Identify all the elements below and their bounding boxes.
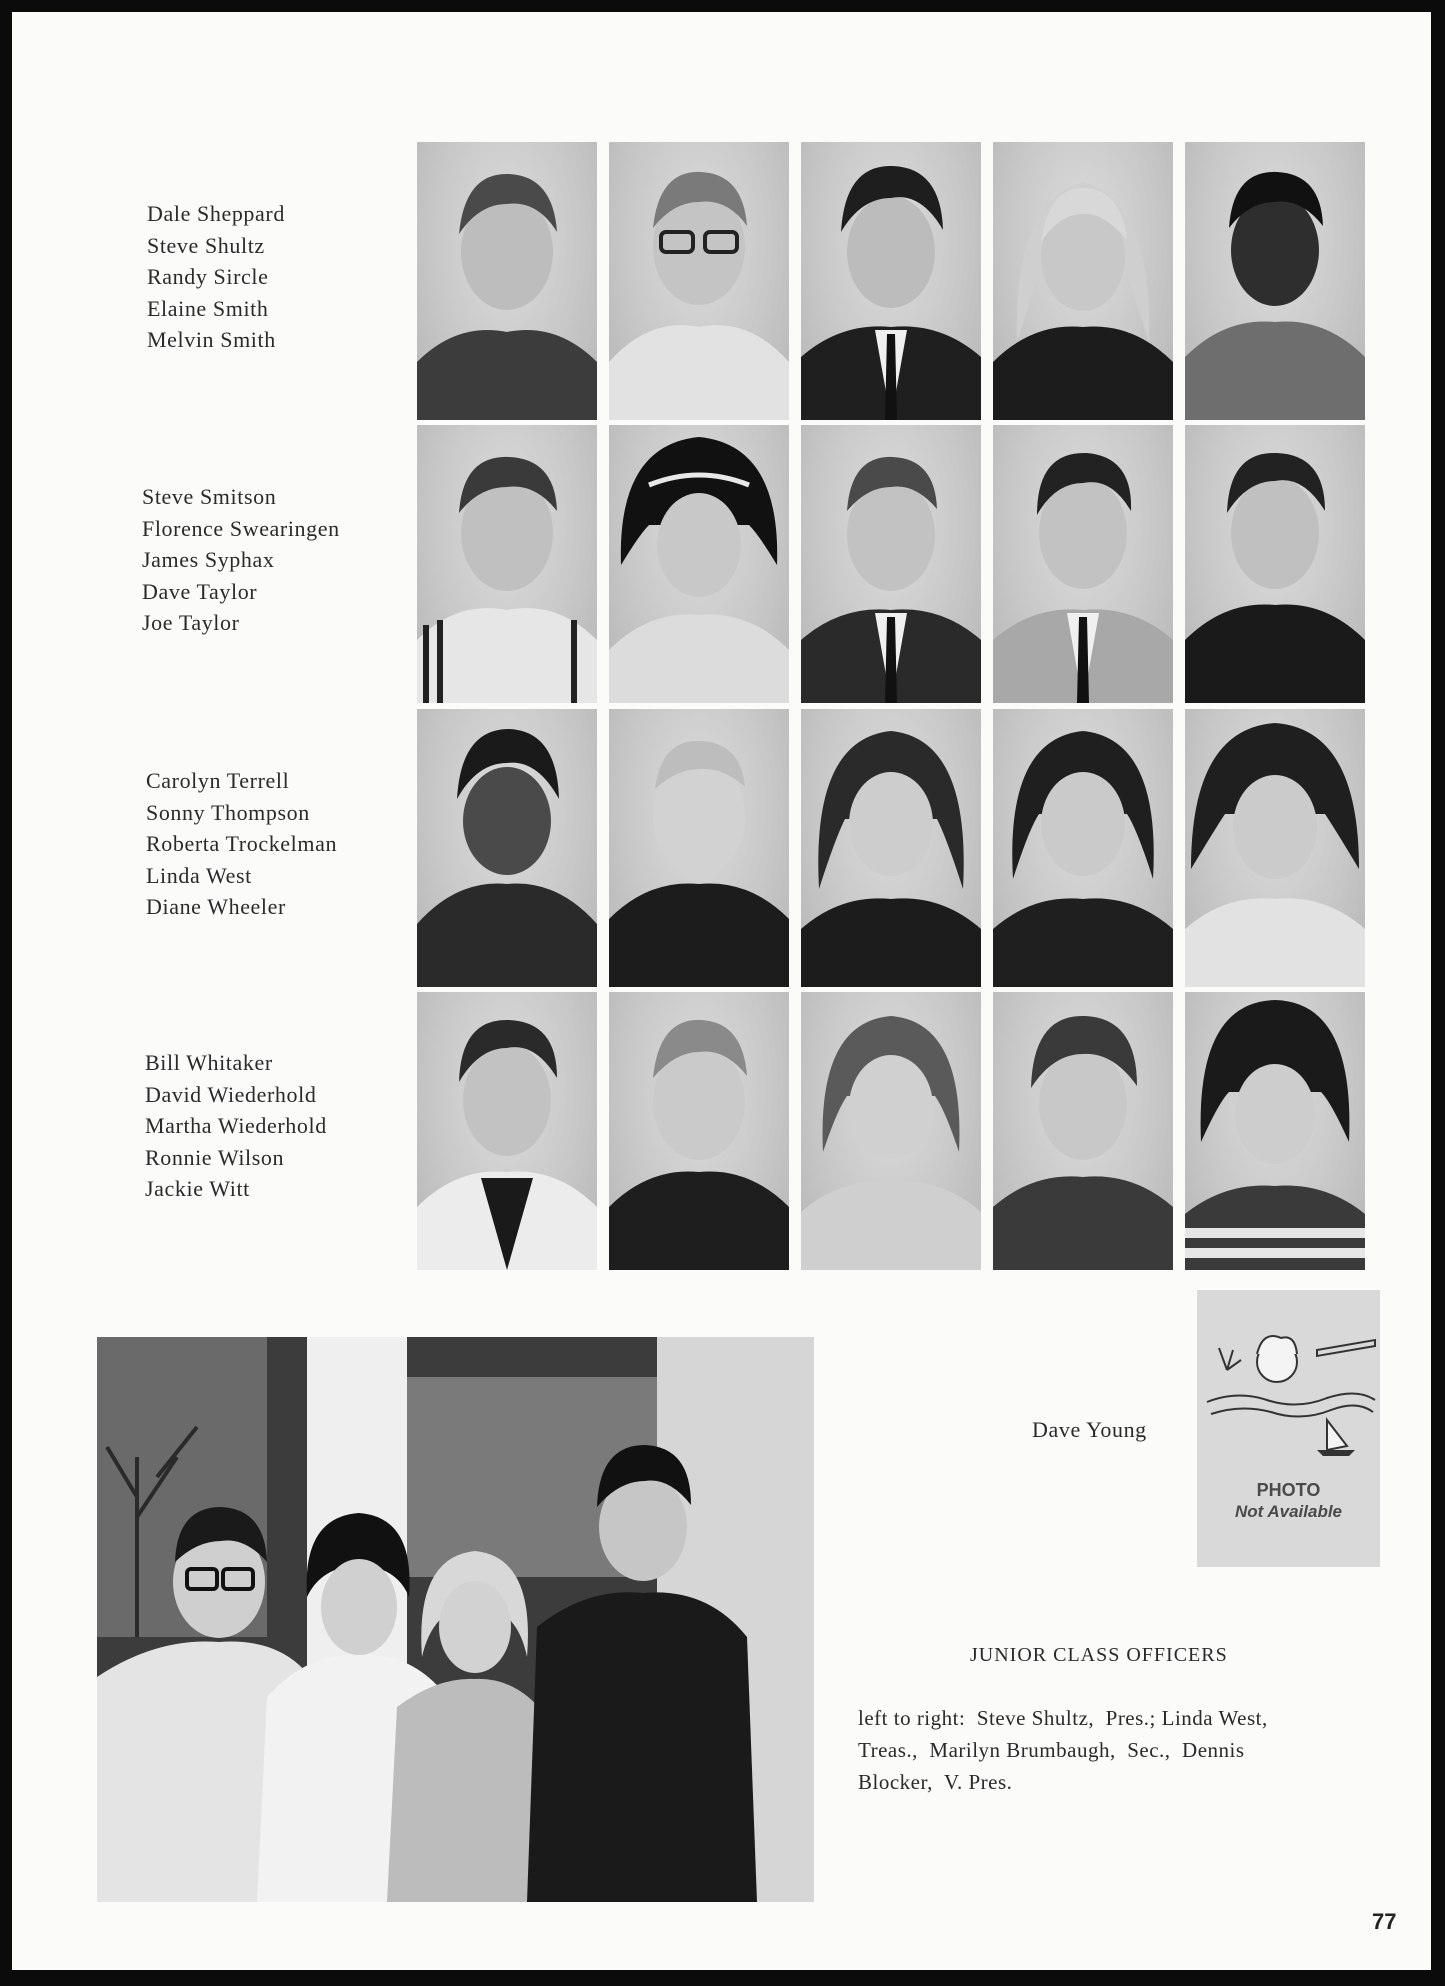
student-portrait [993,709,1173,987]
student-portrait [417,425,597,703]
student-portrait [417,992,597,1270]
student-portrait [1185,709,1365,987]
student-portrait [801,142,981,420]
not-available-label: Not Available [1234,1502,1343,1521]
student-name: Sonny Thompson [146,799,310,825]
caption-line: left to right: Steve Shultz, Pres.; Linda West, [858,1706,1268,1730]
student-name: Linda West [146,862,252,888]
student-name: Dale Sheppard [147,201,285,226]
student-name: Jackie Witt [145,1176,250,1201]
student-name: Ronnie Wilson [145,1144,285,1170]
student-portrait [993,425,1173,703]
student-portrait [1185,142,1365,420]
name-list-row-3 [146,765,337,923]
name-list-row-1 [147,198,285,356]
caption-line: Blocker, V. Pres. [858,1770,1013,1794]
student-name: Dave Taylor [142,578,258,604]
student-name: Carolyn Terrell [146,768,290,793]
student-name: David Wiederhold [145,1081,317,1107]
student-portrait [609,425,789,703]
officers-title: JUNIOR CLASS OFFICERS [970,1644,1228,1666]
name-list-row-4 [145,1047,327,1205]
student-name: Joe Taylor [142,610,240,635]
officers-caption [858,1702,1378,1798]
student-portrait [801,992,981,1270]
student-name: Melvin Smith [147,327,276,352]
photo-not-available-placeholder [1197,1290,1380,1567]
student-name: Steve Shultz [147,232,265,258]
officers-group-photo [97,1337,814,1902]
page-number: 77 [1372,1909,1397,1934]
student-name: Diane Wheeler [146,894,286,919]
student-portrait [609,709,789,987]
photo-label: PHOTO [1256,1480,1321,1500]
student-portrait [1185,992,1365,1270]
swimmer-cartoon-icon [1197,1290,1380,1470]
student-name: James Syphax [142,547,275,572]
student-name: Roberta Trockelman [146,831,338,856]
missing-photo-name: Dave Young [1032,1417,1147,1442]
name-list-row-2 [142,481,340,639]
student-portrait [1185,425,1365,703]
student-name: Steve Smitson [142,484,277,509]
yearbook-page [12,12,1431,1970]
student-portrait [609,992,789,1270]
student-portrait [801,425,981,703]
student-portrait [417,142,597,420]
student-portrait [801,709,981,987]
student-portrait [417,709,597,987]
student-portrait [993,142,1173,420]
student-name: Bill Whitaker [145,1050,273,1075]
student-name: Martha Wiederhold [145,1113,327,1138]
student-name: Randy Sircle [147,264,269,289]
caption-line: Treas., Marilyn Brumbaugh, Sec., Dennis [858,1738,1245,1762]
student-name: Elaine Smith [147,295,269,321]
student-portrait [993,992,1173,1270]
student-portrait [609,142,789,420]
student-name: Florence Swearingen [142,515,340,541]
